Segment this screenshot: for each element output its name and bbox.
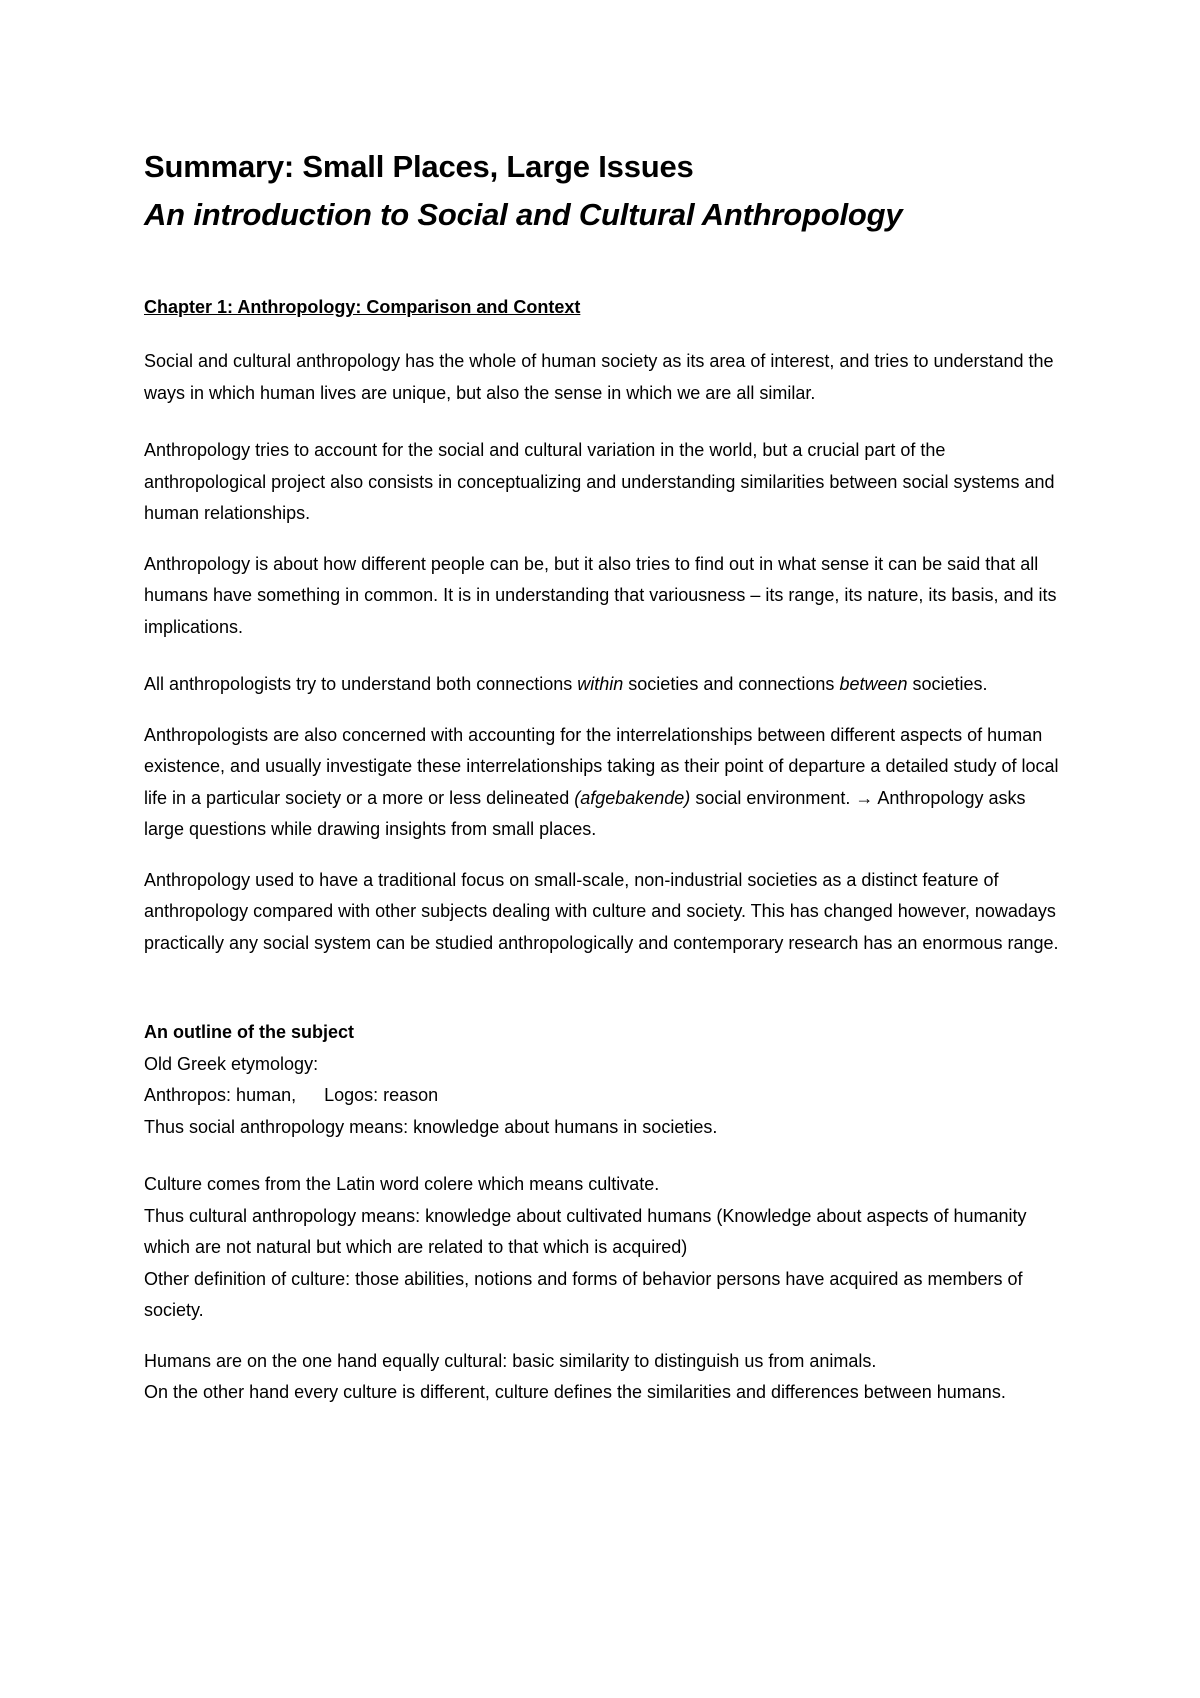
paragraph-1: Social and cultural anthropology has the whole of human society as its area of interest, and tries to understand the ways in which human lives are unique, but also the sense in which we are all similar. xyxy=(144,351,1054,403)
paragraph-4-emphasis-within: within xyxy=(577,674,624,694)
document-subtitle: An introduction to Social and Cultural Anthropology xyxy=(144,197,903,232)
outline-section xyxy=(144,1017,1064,1143)
outline-social-definition: Thus social anthropology means: knowledge about humans in societies. xyxy=(144,1116,718,1137)
paragraph-5-text-a: Anthropologists are also concerned with accounting for the interrelationships between different aspects of human existence, and usually investigate these interrelationships taking as their point of departure a detailed study of local life in a particular society or a more or less delineated xyxy=(144,724,1059,808)
paragraph-4-text-e: societies. xyxy=(907,674,988,694)
outline-term-anthropos: Anthropos: human, xyxy=(144,1085,297,1105)
humans-similarity: Humans are on the one hand equally cultural: basic similarity to distinguish us from animals. xyxy=(144,1350,877,1371)
culture-cultural-definition: Thus cultural anthropology means: knowledge about cultivated humans (Knowledge about aspects of humanity which are not natural but which are related to that which is acquired) xyxy=(144,1205,1027,1257)
paragraph-4 xyxy=(144,669,1064,701)
paragraph-3: Anthropology is about how different people can be, but it also tries to find out in what sense it can be said that all humans have something in common. It is in understanding that variousness – its range, its nature, its basis, and its implications. xyxy=(144,553,1057,637)
paragraph-6: Anthropology used to have a traditional focus on small-scale, non-industrial societies as a distinct feature of anthropology compared with other subjects dealing with culture and society. This has changed however, nowadays practically any social system can be studied anthropologically and contemporary research has an enormous range. xyxy=(144,869,1059,953)
culture-origin: Culture comes from the Latin word colere which means cultivate. xyxy=(144,1174,660,1194)
paragraph-2: Anthropology tries to account for the social and cultural variation in the world, but a crucial part of the anthropological project also consists in conceptualizing and understanding similarities between social systems and human relationships. xyxy=(144,440,1055,523)
outline-etymology: Old Greek etymology: xyxy=(144,1053,319,1074)
outline-term-logos: Logos: reason xyxy=(324,1085,439,1105)
chapter-heading: Chapter 1: Anthropology: Comparison and Context xyxy=(144,297,581,317)
paragraph-5-emphasis-afgebakende: (afgebakende) xyxy=(574,787,691,808)
document-title: Summary: Small Places, Large Issues xyxy=(144,149,694,184)
paragraph-4-text-a: All anthropologists try to understand both connections xyxy=(144,674,578,694)
outline-terms xyxy=(144,1080,1064,1112)
humans-difference: On the other hand every culture is different, culture defines the similarities and differences between humans. xyxy=(144,1382,1006,1402)
humans-section xyxy=(144,1346,1064,1409)
culture-other-definition: Other definition of culture: those abilities, notions and forms of behavior persons have acquired as members of society. xyxy=(144,1268,1023,1320)
culture-section xyxy=(144,1169,1064,1327)
paragraph-5-text-c: social environment. → Anthropology asks large questions while drawing insights from small places. xyxy=(144,787,1026,839)
paragraph-4-text-c: societies and connections xyxy=(623,674,840,694)
outline-heading: An outline of the subject xyxy=(144,1022,354,1042)
paragraph-5 xyxy=(144,720,1064,846)
document-body xyxy=(144,148,1064,1409)
paragraph-4-emphasis-between: between xyxy=(839,674,908,694)
